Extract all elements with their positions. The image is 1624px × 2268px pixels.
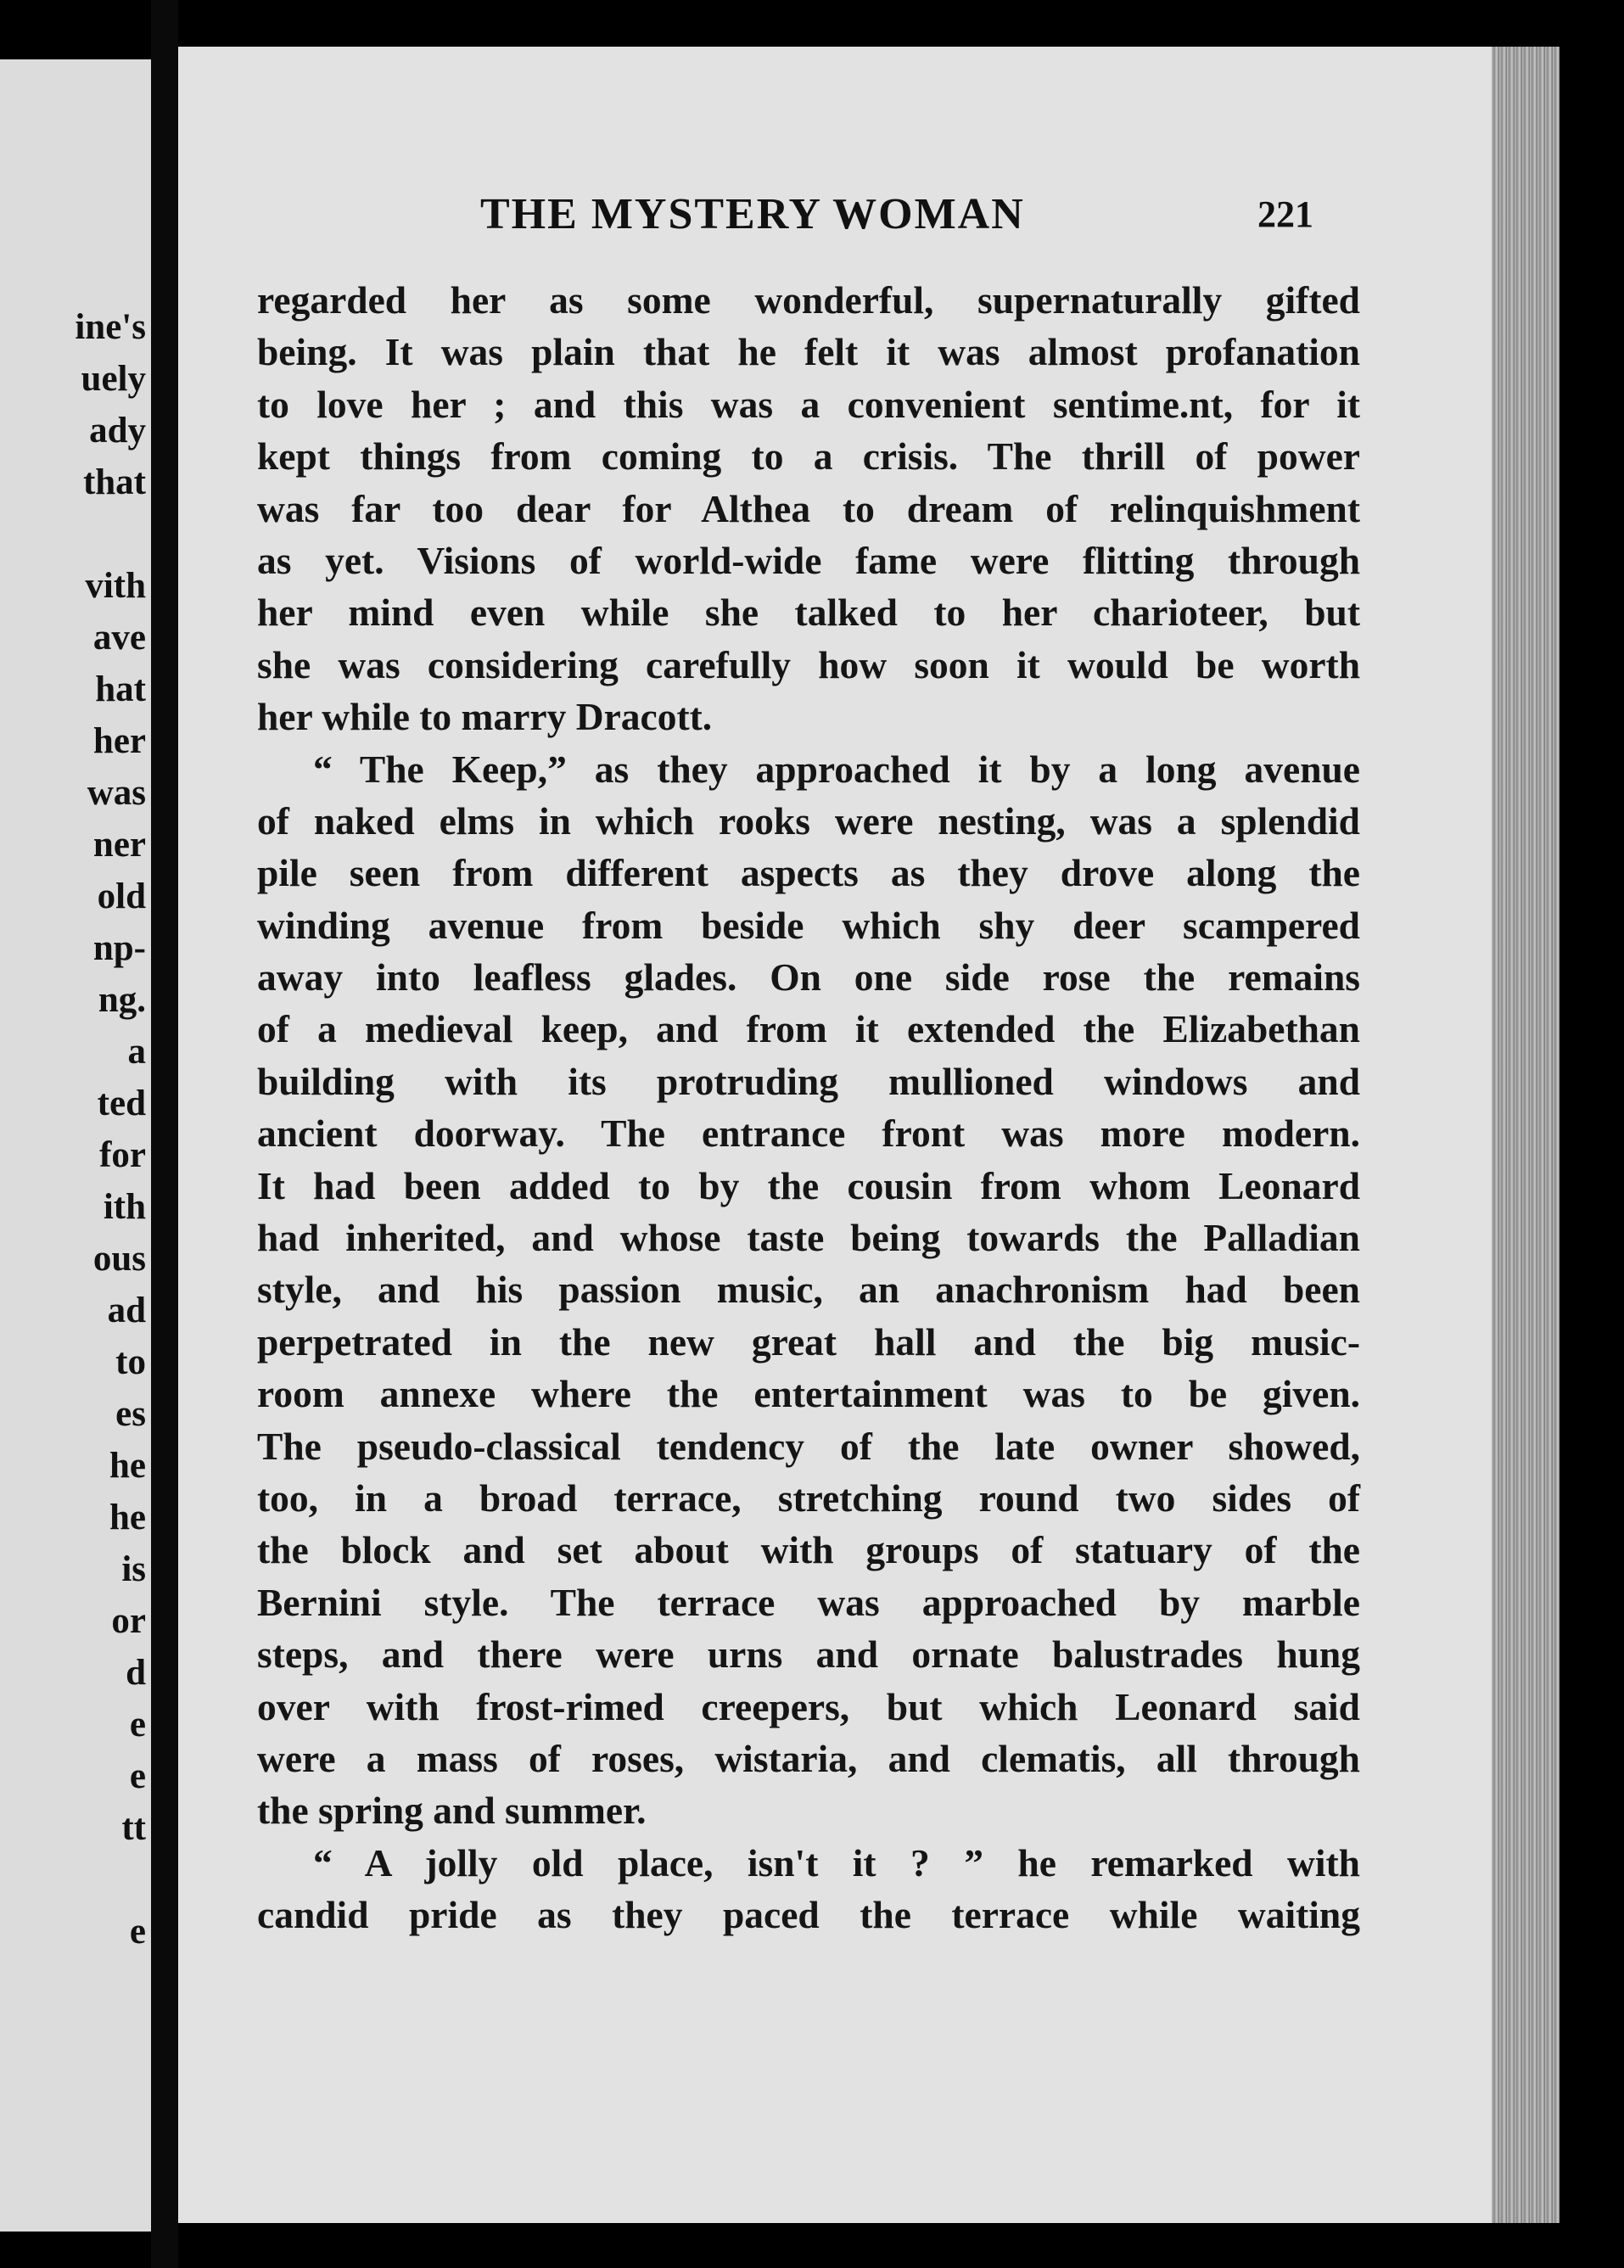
left-fragment (75, 1854, 146, 1906)
text-line: had inherited, and whose taste being towards the Palladian (257, 1216, 1360, 1260)
text-line: too, in a broad terrace, stretching round two sides of (257, 1476, 1360, 1520)
page-body-text (257, 274, 1360, 1941)
left-fragment: is (121, 1549, 146, 1589)
text-line: style, and his passion music, an anachronism had been (257, 1268, 1360, 1312)
text-line: “ A jolly old place, isn't it ? ” he remarked with (313, 1840, 1360, 1884)
previous-page-text (75, 301, 146, 1957)
text-line: room annexe where the entertainment was to be given. (257, 1372, 1360, 1416)
text-line: kept things from coming to a crisis. The thrill of power (257, 434, 1360, 479)
text-line: she was considering carefully how soon it would be worth (257, 642, 1360, 686)
left-fragment: e (129, 1705, 146, 1744)
left-fragment: ner (92, 825, 146, 865)
text-line: as yet. Visions of world-wide fame were flitting through (257, 538, 1360, 582)
left-fragment: hat (95, 669, 146, 709)
text-line: of naked elms in which rooks were nesting, was a splendid (257, 798, 1360, 843)
left-fragment: es (115, 1394, 146, 1434)
left-fragment: ave (92, 618, 146, 658)
book-page (178, 47, 1492, 2223)
left-fragment: e (129, 1756, 146, 1796)
text-line: regarded her as some wonderful, supernaturally gifted (257, 278, 1360, 322)
text-line: her while to marry Dracott. (257, 695, 713, 739)
running-head (178, 189, 1492, 257)
left-fragment: ad (107, 1291, 146, 1330)
text-line: were a mass of roses, wistaria, and clematis, all through (257, 1736, 1360, 1780)
running-head-title: THE MYSTERY WOMAN (480, 190, 1025, 238)
left-fragment: old (97, 876, 146, 916)
left-fragment: was (87, 773, 146, 813)
left-fragment: that (82, 462, 146, 502)
left-fragment: her (92, 721, 146, 761)
left-fragment: ng. (98, 980, 146, 1020)
left-fragment: ith (103, 1187, 146, 1227)
left-fragment: ous (92, 1239, 146, 1279)
text-line: her mind even while she talked to her charioteer, but (257, 591, 1360, 635)
text-line: ancient doorway. The entrance front was more modern. (257, 1112, 1360, 1156)
text-line: steps, and there were urns and ornate balustrades hung (257, 1632, 1360, 1677)
text-line: It had been added to by the cousin from whom Leonard (257, 1163, 1360, 1207)
text-line: Bernini style. The terrace was approached by marble (257, 1580, 1360, 1624)
left-fragment: ady (89, 411, 146, 451)
text-line: away into leafless glades. On one side rose the remains (257, 955, 1360, 1000)
text-line: was far too dear for Althea to dream of relinquishment (257, 486, 1360, 530)
text-line: the spring and summer. (257, 1789, 647, 1833)
text-line: “ The Keep,” as they approached it by a long avenue (313, 747, 1360, 791)
left-fragment: a (127, 1032, 146, 1072)
text-line: candid pride as they paced the terrace while waiting (257, 1893, 1360, 1937)
left-fragment (75, 508, 146, 560)
text-line: over with frost-rimed creepers, but which Leonard said (257, 1684, 1360, 1728)
left-fragment: ted (97, 1084, 146, 1123)
left-fragment: uely (81, 359, 146, 399)
left-fragment: for (99, 1135, 146, 1175)
text-line: The pseudo-classical tendency of the late owner showed, (257, 1424, 1360, 1468)
left-fragment: tt (121, 1808, 146, 1848)
left-fragment: e (129, 1912, 146, 1952)
text-line: pile seen from different aspects as they drove along the (257, 851, 1360, 895)
left-fragment: or (111, 1601, 146, 1641)
left-fragment: to (115, 1342, 146, 1382)
left-fragment: d (126, 1653, 146, 1693)
text-line: to love her ; and this was a convenient sentime.nt, for it (257, 382, 1360, 426)
page-stack-edge (1492, 47, 1560, 2223)
left-fragment: vith (85, 566, 146, 606)
left-fragment: he (109, 1446, 146, 1486)
text-line: of a medieval keep, and from it extended the Elizabethan (257, 1007, 1360, 1051)
book-gutter (151, 0, 178, 2268)
text-line: winding avenue from beside which shy deer scampered (257, 903, 1360, 947)
left-fragment: np- (92, 928, 146, 968)
text-line: being. It was plain that he felt it was almost profanation (257, 330, 1360, 374)
text-line: perpetrated in the new great hall and the big music- (257, 1319, 1360, 1364)
left-fragment: ine's (75, 307, 146, 347)
left-fragment: he (109, 1498, 146, 1537)
text-line: building with its protruding mullioned windows and (257, 1059, 1360, 1103)
text-line: the block and set about with groups of statuary of the (257, 1528, 1360, 1572)
previous-page-fragment (0, 59, 151, 2232)
page-number: 221 (1257, 193, 1313, 235)
